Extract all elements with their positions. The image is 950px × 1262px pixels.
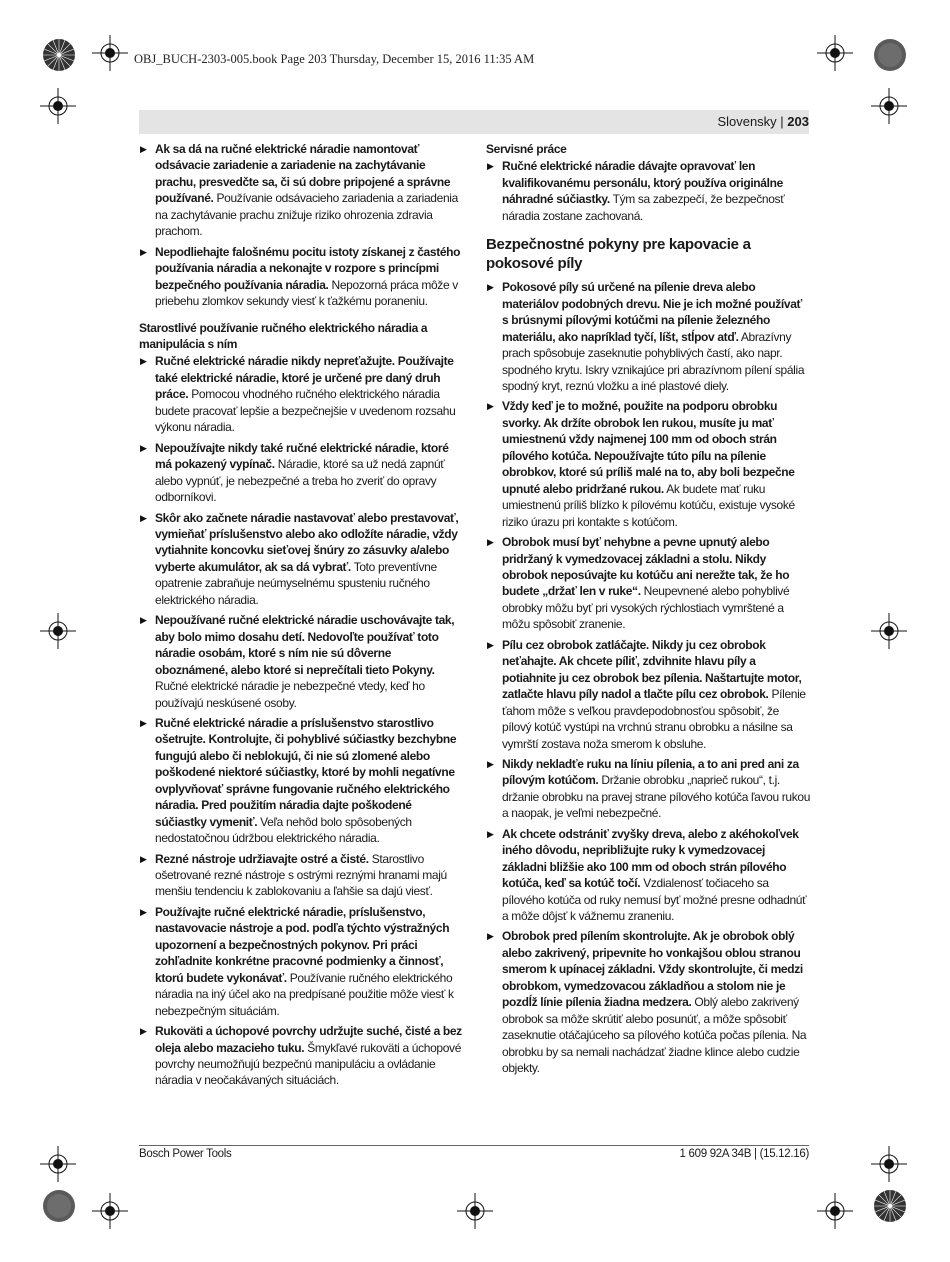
registration-mark-icon bbox=[815, 33, 855, 73]
safety-item bbox=[486, 158, 811, 224]
safety-item-bold: Ak chcete odstrániť zvyšky dreva, alebo z akéhokoľvek iného dôvodu, nepribližujte ruky k vymedzovacej základni bližšie ako 100 mm od oboch strán pílového kotúča, keď sa kotúč točí. bbox=[502, 826, 799, 891]
safety-item-bold: Skôr ako začnete náradie nastavovať alebo prestavovať, vymieňať príslušenstvo alebo ako odložíte náradie, vždy vytiahnite koncovku sieťovej šnúry zo zásuvky a/alebo vyberte akumulátor, ak sa dá vybrať. bbox=[155, 510, 459, 574]
page-header bbox=[717, 114, 809, 129]
safety-item-text: Používanie ručného elektrického náradia na iný účel ako na predpísané použitie môže viesť k nebezpečným situáciám. bbox=[155, 970, 454, 1018]
safety-item bbox=[486, 279, 811, 394]
starburst-mark-icon bbox=[873, 1189, 907, 1223]
page-number: 203 bbox=[787, 114, 809, 129]
header-band bbox=[139, 110, 809, 134]
safety-item-bold: Ak sa dá na ručné elektrické náradie namontovať odsávacie zariadenie a zariadenie na zachytávanie prachu, presvedčte sa, či sú dobre pripojené a správne používané. bbox=[155, 142, 451, 206]
registration-mark-icon bbox=[869, 86, 909, 126]
starburst-mark-icon bbox=[42, 38, 76, 72]
safety-item bbox=[139, 612, 465, 711]
grey-disc-mark-icon bbox=[873, 38, 907, 72]
registration-mark-icon bbox=[38, 611, 78, 651]
safety-item-bold: Obrobok pred pílením skontrolujte. Ak je obrobok oblý alebo zakrivený, pripevnite ho vonkajšou oblou stranou smerom k upínacej základni. Vždy skontrolujte, či medzi obrobkom, vymedzovacou základňou a stolom nie je pozdĺž línie pílenia žiadna medzera. bbox=[502, 929, 803, 1010]
safety-item-bold: Nepoužívané ručné elektrické náradie uschovávajte tak, aby bolo mimo dosahu detí. Nedovoľte používať toto náradie osobám, ktoré s ním nie sú dôverne oboznámené, alebo ktoré si neprečítali tieto Pokyny. bbox=[155, 613, 455, 677]
footer-doc-number: 1 609 92A 34B | (15.12.16) bbox=[679, 1148, 809, 1160]
subsection-heading: Servisné práce bbox=[486, 142, 567, 156]
safety-item-text: Používanie odsávacieho zariadenia a zariadenia na zachytávanie prachu znižuje riziko ohrozenia zdravia prachom. bbox=[155, 191, 458, 239]
registration-mark-icon bbox=[90, 33, 130, 73]
safety-item bbox=[139, 244, 465, 310]
safety-item bbox=[139, 353, 465, 435]
safety-item-bold: Rukoväti a úchopové povrchy udržujte suché, čisté a bez oleja alebo mazacieho tuku. bbox=[155, 1024, 462, 1055]
safety-item-bold: Ručné elektrické náradie dávajte opravovať len kvalifikovanému personálu, ktorý používa originálne náhradné súčiastky. bbox=[502, 159, 783, 207]
safety-item-bold: Nikdy nekladťe ruku na líniu pílenia, a to ani pred ani za pílovým kotúčom. bbox=[502, 756, 799, 788]
safety-item bbox=[486, 756, 811, 822]
registration-mark-icon bbox=[90, 1191, 130, 1231]
safety-item bbox=[139, 440, 465, 506]
safety-item-text: Držanie obrobku „naprieč rukou“, t.j. držanie obrobku na pravej strane pílového kotúča ľavou rukou a naopak, je veľmi nebezpečné. bbox=[502, 773, 811, 821]
safety-item bbox=[139, 851, 465, 900]
registration-mark-icon bbox=[815, 1191, 855, 1231]
safety-item-text: Nepozorná práca môže v priebehu zlomkov sekundy viesť k ťažkému poraneniu. bbox=[155, 277, 458, 309]
safety-item-bold: Ručné elektrické náradie nikdy nepreťažujte. Používajte také elektrické náradie, ktoré je určené pre daný druh práce. bbox=[155, 354, 454, 402]
safety-item bbox=[486, 637, 811, 752]
safety-item-bold: Vždy keď je to možné, použite na podporu obrobku svorky. Ak držíte obrobok len rukou, musíte ju mať umiestnenú vždy najmenej 100 mm od oboch strán pílového kotúča. Nepoužívajte túto pílu na pílenie obrobkov, ktoré sú príliš malé na to, aby boli bezpečne upnuté alebo pridržané rukou. bbox=[502, 399, 795, 496]
section-title: Bezpečnostné pokyny pre kapovacie a pokosové píly bbox=[486, 236, 751, 273]
header-separator: | bbox=[776, 114, 788, 129]
safety-item-text: Vzdialenosť točiaceho sa pílového kotúča od ruky nemusí byť možné presne odhadnúť a môže dôjsť k vážnemu zraneniu. bbox=[502, 876, 807, 924]
safety-item bbox=[486, 826, 811, 925]
footer-rule bbox=[139, 1145, 809, 1146]
safety-item-bold: Používajte ručné elektrické náradie, príslušenstvo, nastavovacie nástroje a pod. podľa týchto výstražných upozornení a bezpečnostných pokynov. Pri práci zohľadnite konkrétne pracovné podmienky a činnosť, ktorú budete vykonávať. bbox=[155, 904, 450, 985]
subsection-heading: Starostlivé používanie ručného elektrického náradia a manipulácia s ním bbox=[139, 320, 428, 351]
safety-item-text: Pílenie ťahom môže s veľkou pravdepodobnosťou spôsobiť, že pílový kotúč vystúpi na vrchnú stranu obrobku a násilne sa vymrští zostava noža smerom k obsluhe. bbox=[502, 687, 806, 751]
safety-item-bold: Rezné nástroje udržiavajte ostré a čisté. bbox=[155, 851, 369, 866]
header-language: Slovensky bbox=[717, 114, 777, 129]
safety-item-text: Starostlivo ošetrované rezné nástroje s ostrými reznými hranami majú menšiu tendenciu k zablokovaniu a ľahšie sa dajú viesť. bbox=[155, 851, 447, 899]
registration-mark-icon bbox=[38, 86, 78, 126]
safety-item-text: Pomocou vhodného ručného elektrického náradia budete pracovať lepšie a bezpečnejšie v uvedenom rozsahu výkonu náradia. bbox=[155, 387, 456, 435]
registration-mark-icon bbox=[455, 1191, 495, 1231]
safety-item-bold: Nepoužívajte nikdy také ručné elektrické náradie, ktoré má pokazený vypínač. bbox=[155, 440, 449, 472]
safety-item-bold: Obrobok musí byť nehybne a pevne upnutý alebo pridržaný k vymedzovacej základni a stolu. Nikdy obrobok neposúvajte ku kotúču ani nerežte tak, že ho budete „držať len v ruke“. bbox=[502, 535, 790, 599]
registration-mark-icon bbox=[38, 1144, 78, 1184]
grey-disc-mark-icon bbox=[42, 1189, 76, 1223]
safety-item bbox=[486, 398, 811, 530]
registration-mark-icon bbox=[869, 611, 909, 651]
safety-item-text: Ak budete mať ruku umiestnenú príliš blízko k pílovému kotúču, existuje vysoké riziko úrazu pri kontakte s kotúčom. bbox=[502, 481, 795, 529]
safety-item-text: Toto preventívne opatrenie zabraňuje neúmyselnému spusteniu ručného elektrického náradia. bbox=[155, 559, 437, 607]
safety-item-text: Tým sa zabezpečí, že bezpečnosť náradia zostane zachovaná. bbox=[502, 192, 785, 223]
safety-item-bold: Nepodliehajte falošnému pocitu istoty získanej z častého používania náradia a nekonajte v rozpore s princípmi bezpečného používania náradia. bbox=[155, 244, 461, 292]
safety-item bbox=[139, 510, 465, 609]
safety-item bbox=[139, 715, 465, 847]
safety-item bbox=[139, 1023, 465, 1089]
safety-item-text: Neupevnené alebo pohyblivé obrobky môžu byť pri vysokých rýchlostiach vymrštené a môžu spôsobiť zranenie. bbox=[502, 584, 790, 632]
safety-item-text: Náradie, ktoré sa už nedá zapnúť alebo vypnúť, je nebezpečné a treba ho zveriť do opravy odborníkovi. bbox=[155, 457, 445, 505]
safety-item bbox=[486, 534, 811, 633]
safety-item-text: Ručné elektrické náradie je nebezpečné vtedy, keď ho používajú neskúsené osoby. bbox=[155, 679, 425, 710]
safety-item bbox=[139, 904, 465, 1019]
safety-item-text: Abrazívny prach spôsobuje zaseknutie pohyblivých častí, ako napr. spodného krytu. Iskry vznikajúce pri abrazívnom pílení spália spodný kryt, reznú vložku a iné plastové diely. bbox=[502, 329, 805, 393]
print-info-line: OBJ_BUCH-2303-005.book Page 203 Thursday, December 15, 2016 11:35 AM bbox=[134, 52, 535, 66]
safety-item-text: Oblý alebo zakrivený obrobok sa môže skrútiť alebo posunúť, a môže spôsobiť zaseknutie otáčajúceho sa pílového kotúča počas pílenia. Na obrobku by sa nemali nachádzať žiadne klince alebo cudzie objekty. bbox=[502, 995, 807, 1076]
right-column bbox=[486, 141, 811, 1081]
safety-item-text: Šmykľavé rukoväti a úchopové povrchy neumožňujú bezpečnú manipuláciu a ovládanie náradia v neočakávaných situáciách. bbox=[155, 1040, 462, 1088]
safety-item-bold: Pokosové píly sú určené na pílenie dreva alebo materiálov podobných drevu. Nie je ich možné používať s brúsnymi pílovými kotúčmi na pílenie železného materiálu, ako napríklad tyčí, líšt, stĺpov atď. bbox=[502, 280, 802, 344]
left-column bbox=[139, 141, 465, 1093]
footer-brand: Bosch Power Tools bbox=[139, 1148, 232, 1160]
safety-item-bold: Ručné elektrické náradie a príslušenstvo starostlivo ošetrujte. Kontrolujte, či pohyblivé súčiastky bezchybne fungujú alebo či neblokujú, či nie sú zlomené alebo poškodené niektoré súčiastky, ktoré by mohli negatívne ovplyvňovať správne fungovanie ručného elektrického náradia. Pred použitím náradia dajte poškodené súčiastky vymeniť. bbox=[155, 715, 457, 829]
safety-item bbox=[139, 141, 465, 240]
safety-item bbox=[486, 928, 811, 1076]
registration-mark-icon bbox=[869, 1144, 909, 1184]
safety-item-bold: Pílu cez obrobok zatláčajte. Nikdy ju cez obrobok neťahajte. Ak chcete píliť, zdvihnite hlavu píly a potiahnite ju cez obrobok bez pílenia. Naštartujte motor, zatlačte hlavu píly nadol a tlačte pílu cez obrobok. bbox=[502, 637, 802, 702]
safety-item-text: Veľa nehôd bolo spôsobených nedostatočnou údržbou elektrického náradia. bbox=[155, 814, 412, 846]
